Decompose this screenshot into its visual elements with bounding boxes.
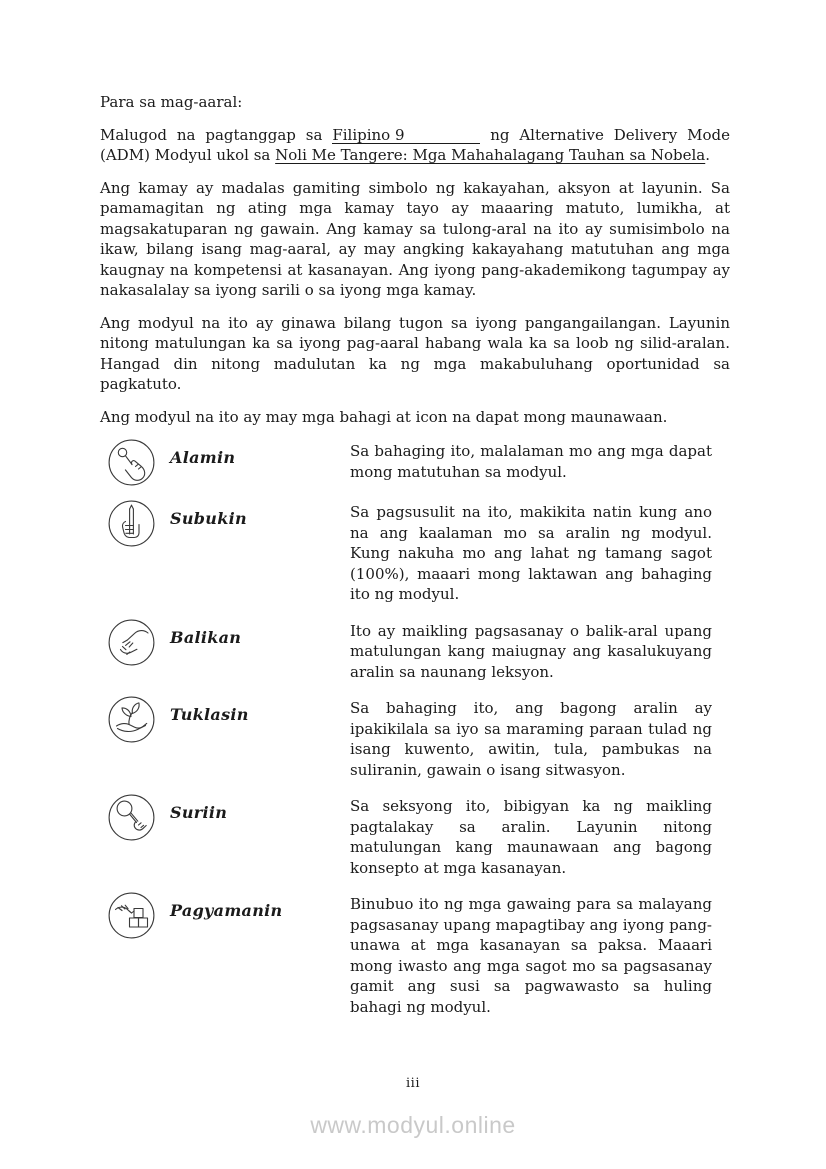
guide-desc-pagyamanin: Binubuo ito ng mga gawaing para sa malayang pagsasanay upang mapagtibay ang iyong pang-unawa at mga kasanayan sa paksa. Maaari mong iwasto ang mga sagot mo sa pagsasanay gamit ang susi sa pagwawasto sa huling bahagi ng modyul. [350,895,712,1016]
guide-label-alamin: Alamin [170,448,236,467]
welcome-middle: ng Alternative Delivery Mode (ADM) Modyul ukol sa [100,125,730,164]
guide-label-subukin: Subukin [170,509,247,528]
intro-heading: Para sa mag-aaral: [100,93,243,111]
hand-turning-page-icon [100,619,170,683]
page-content [100,92,730,1031]
hand-holding-pencil-icon [100,500,170,605]
guide-desc-suriin: Sa seksyong ito, bibigyan ka ng maikling pagtalakay sa aralin. Layunin nitong matulungan kang maunawaan ang bagong konsepto at mga kasanayan. [350,797,712,877]
module-title-underlined: Noli Me Tangere: Mga Mahahalagang Tauhan sa Nobela [275,146,706,164]
guide-desc-tuklasin: Sa bahaging ito, ang bagong aralin ay ipakikilala sa iyo sa maraming paraan tulad ng isang kuwento, awitin, tula, pambukas na suliranin, gawain o isang sitwasyon. [350,699,712,779]
guide-row-pagyamanin [100,892,730,1017]
guide-desc-alamin: Sa bahaging ito, malalaman mo ang mga dapat mong matutuhan sa modyul. [350,442,712,481]
body-paragraph-module-purpose: Ang modyul na ito ay ginawa bilang tugon sa iyong pangangailangan. Layunin nitong matulungan ka sa iyong pag-aaral habang wala ka sa loob ng silid-aralan. Hangad din nitong madulutan ka ng mga makabuluhang oportunidad sa pagkatuto. [100,313,730,393]
guide-label-pagyamanin: Pagyamanin [170,901,283,920]
hand-with-sprout-icon [100,696,170,780]
guide-row-alamin [100,439,730,486]
guide-row-balikan [100,619,730,683]
page-number: iii [406,1076,420,1091]
subject-blank: Filipino 9 [332,127,480,144]
welcome-paragraph [100,125,730,166]
body-paragraph-icons-intro: Ang modyul na ito ay may mga bahagi at icon na dapat mong maunawaan. [100,407,668,426]
guide-label-tuklasin: Tuklasin [170,705,249,724]
guide-row-suriin [100,794,730,878]
guide-row-subukin [100,500,730,605]
hand-stacking-blocks-icon [100,892,170,1017]
guide-label-balikan: Balikan [170,627,242,647]
pointing-hand-icon [100,439,170,486]
guide-label-suriin: Suriin [170,803,228,822]
guide-desc-subukin: Sa pagsusulit na ito, makikita natin kung ano na ang kaalaman mo sa aralin ng modyul. Kung nakuha mo ang lahat ng tamang sagot (100%), maaari mong laktawan ang bahaging ito ng modyul. [350,503,712,603]
welcome-prefix: Malugod na pagtanggap sa [100,125,323,144]
body-paragraph-hand-symbol: Ang kamay ay madalas gamiting simbolo ng kakayahan, aksyon at layunin. Sa pamamagitan ng ating mga kamay tayo ay maaaring matuto, lumikha, at magsakatuparan ng gawain. Ang kamay sa tulong-aral na ito ay sumisimbolo na ikaw, bilang isang mag-aaral, ay may angking kakayahang matutuhan ang mga kaugnay na kompetensi at kasanayan. Ang iyong pang-akademikong tagumpay ay nakasalalay sa iyong sarili o sa iyong mga kamay. [100,178,730,299]
watermark-text: www.modyul.online [310,1112,516,1138]
hand-with-magnifier-icon [100,794,170,878]
icon-guide-table [100,439,730,1017]
guide-row-tuklasin [100,696,730,780]
guide-desc-balikan: Ito ay maikling pagsasanay o balik-aral upang matulungan kang maiugnay ang kasalukuyang aralin sa naunang leksyon. [350,621,712,681]
welcome-suffix: . [705,146,711,164]
